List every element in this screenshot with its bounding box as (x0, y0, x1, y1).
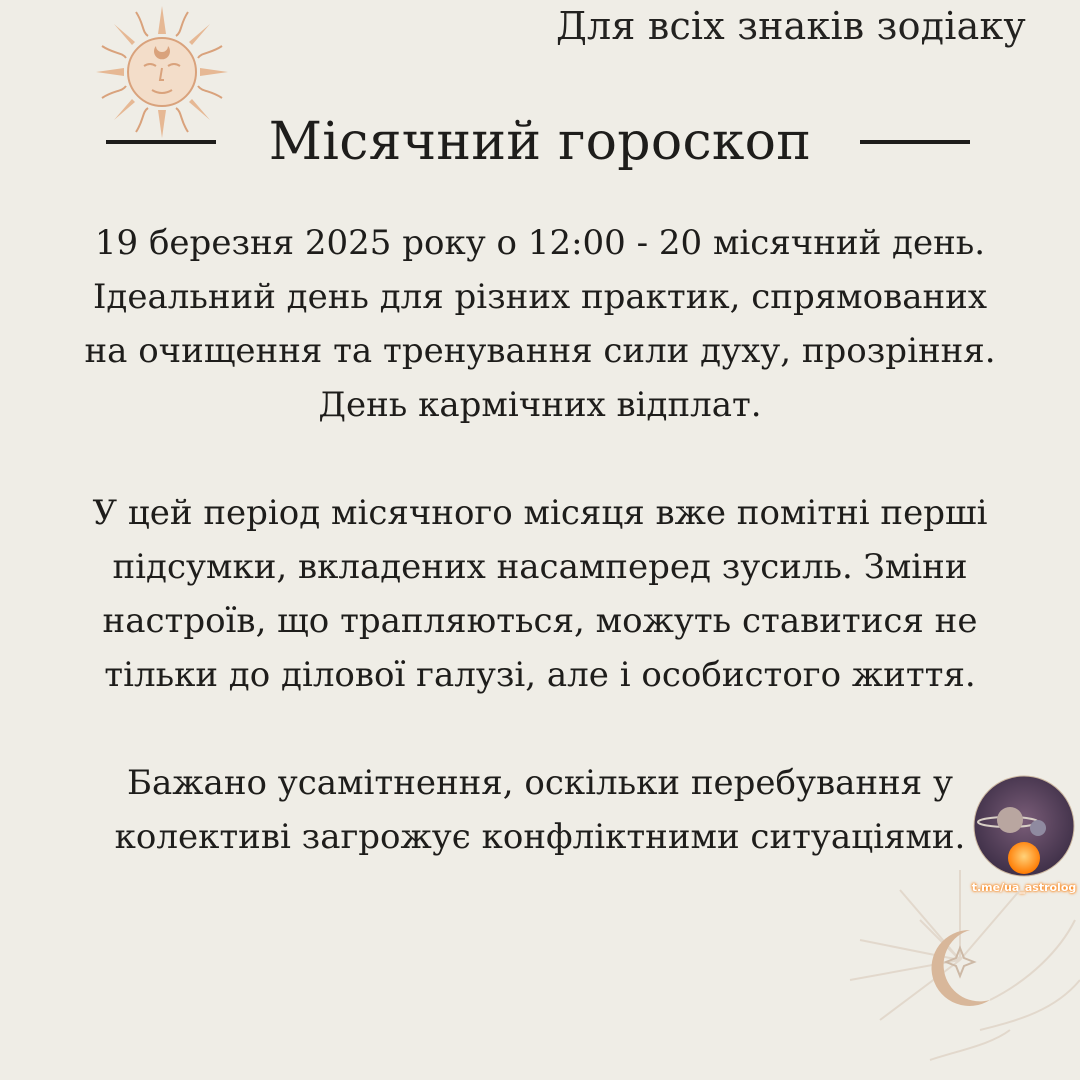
text-line: підсумки, вкладених насамперед зусиль. Зміни (112, 547, 968, 587)
crescent-moon-hand-icon (840, 860, 1080, 1080)
text-line: Бажано усамітнення, оскільки перебування у (127, 763, 953, 803)
horoscope-text (60, 216, 1020, 918)
header-tag: Для всіх знаків зодіаку (555, 4, 1026, 48)
paragraph-1 (60, 216, 1020, 432)
paragraph-3 (60, 756, 1020, 864)
text-line: тільки до ділової галузі, але і особистого життя. (104, 655, 976, 695)
channel-link[interactable]: t.me/ua_astrolog (971, 881, 1077, 894)
text-line: 19 березня 2025 року о 12:00 - 20 місячний день. (94, 223, 986, 263)
text-line: Ідеальний день для різних практик, спрямованих (93, 277, 987, 317)
text-line: на очищення та тренування сили духу, прозріння. (84, 331, 996, 371)
page-title: Місячний гороскоп (268, 112, 812, 172)
text-line: У цей період місячного місяця вже помітні перші (92, 493, 988, 533)
text-line: День кармічних відплат. (318, 385, 762, 425)
text-line: настроїв, що трапляються, можуть ставитися не (102, 601, 978, 641)
title-divider-right (860, 140, 970, 144)
paragraph-2 (60, 486, 1020, 702)
text-line: колективі загрожує конфліктними ситуаціями. (114, 817, 966, 857)
title-row (0, 112, 1080, 182)
